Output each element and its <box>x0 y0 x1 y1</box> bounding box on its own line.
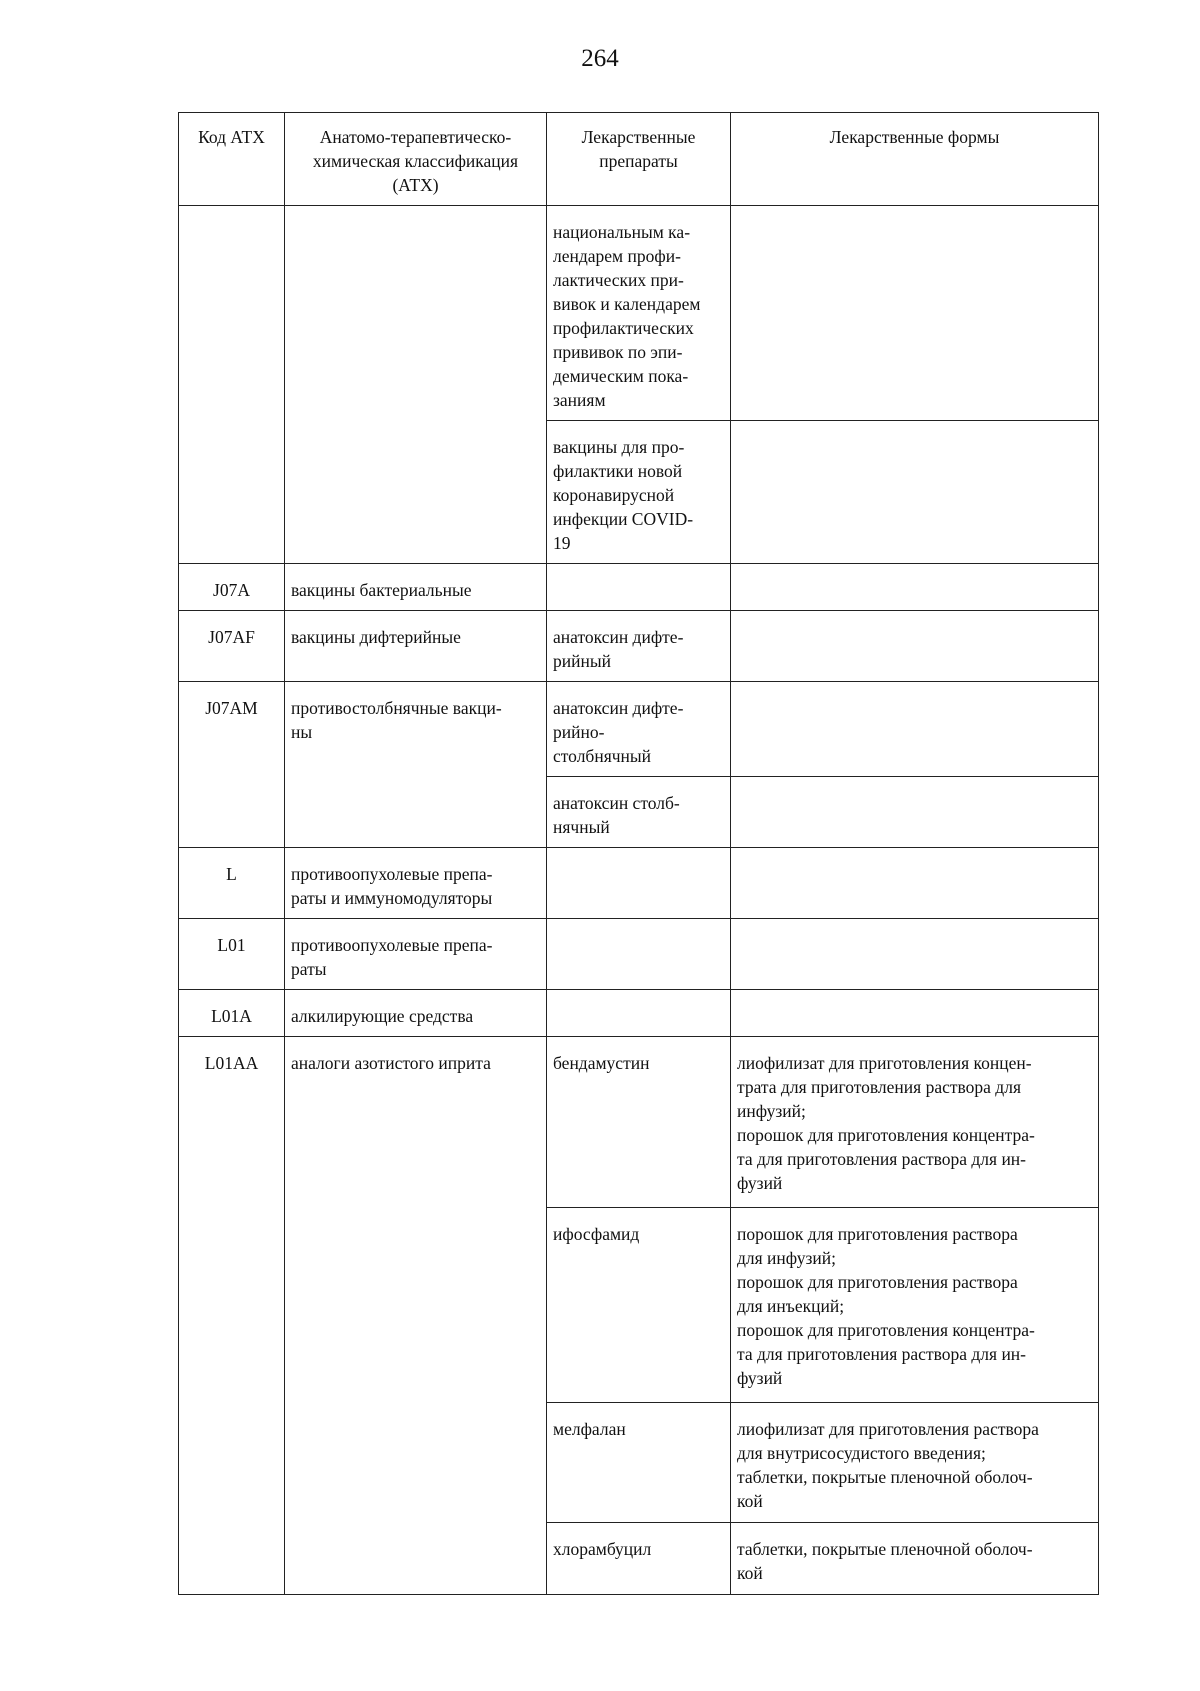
forms-line: таблетки, покрытые пленочной оболоч- <box>737 1539 1033 1559</box>
group-line: алкилирующие средства <box>291 1006 474 1026</box>
forms-line: лиофилизат для приготовления концен- <box>737 1053 1032 1073</box>
header-classification-line: Анатомо-терапевтическо- <box>319 127 512 147</box>
drug-line: профилактических <box>553 318 694 338</box>
forms-cell <box>731 564 1099 611</box>
drug-cell <box>547 421 731 564</box>
group-cell <box>285 564 547 611</box>
drug-line: хлорамбуцил <box>553 1539 652 1559</box>
table-row <box>179 611 1099 682</box>
group-line: ны <box>291 722 313 742</box>
forms-line: инфузий; <box>737 1101 806 1121</box>
drug-cell <box>547 564 731 611</box>
table-row <box>179 990 1099 1037</box>
drug-line: анатоксин столб- <box>553 793 680 813</box>
code-cell: J07AF <box>179 611 285 682</box>
drug-cell <box>547 1037 731 1208</box>
forms-line: порошок для приготовления раствора <box>737 1224 1018 1244</box>
forms-line: порошок для приготовления концентра- <box>737 1125 1035 1145</box>
drug-line: лендарем профи- <box>553 246 681 266</box>
forms-line: для внутрисосудистого введения; <box>737 1443 986 1463</box>
drug-cell <box>547 777 731 848</box>
forms-cell <box>731 1523 1099 1595</box>
forms-line: таблетки, покрытые пленочной оболоч- <box>737 1467 1033 1487</box>
drug-line: заниям <box>553 390 606 410</box>
drug-line: 19 <box>553 533 571 553</box>
drug-line: рийно- <box>553 722 605 742</box>
forms-cell <box>731 1037 1099 1208</box>
header-drugs-line: Лекарственные <box>581 127 696 147</box>
group-cell <box>285 848 547 919</box>
forms-cell <box>731 1208 1099 1403</box>
table-header-row <box>179 113 1099 206</box>
forms-cell <box>731 848 1099 919</box>
drug-line: вакцины для про- <box>553 437 685 457</box>
group-line: раты <box>291 959 327 979</box>
drug-cell <box>547 919 731 990</box>
page-number: 264 <box>581 45 619 72</box>
header-classification-line: (АТХ) <box>392 175 439 195</box>
header-forms: Лекарственные формы <box>731 113 1099 206</box>
code-cell: L <box>179 848 285 919</box>
group-cell <box>285 990 547 1037</box>
forms-cell <box>731 421 1099 564</box>
code-cell: L01A <box>179 990 285 1037</box>
group-cell <box>285 919 547 990</box>
code-cell <box>179 206 285 564</box>
forms-line: для инъекций; <box>737 1296 845 1316</box>
drug-line: ифосфамид <box>553 1224 640 1244</box>
group-cell <box>285 1037 547 1595</box>
drug-cell <box>547 1403 731 1523</box>
drug-cell <box>547 1208 731 1403</box>
forms-cell <box>731 611 1099 682</box>
table-row <box>179 206 1099 421</box>
forms-line: та для приготовления раствора для ин- <box>737 1149 1026 1169</box>
drug-cell <box>547 611 731 682</box>
drug-cell <box>547 848 731 919</box>
group-line: вакцины бактериальные <box>291 580 472 600</box>
code-cell: L01AA <box>179 1037 285 1595</box>
group-line: противоопухолевые препа- <box>291 864 493 884</box>
forms-cell <box>731 777 1099 848</box>
group-cell <box>285 682 547 848</box>
header-classification <box>285 113 547 206</box>
code-cell: L01 <box>179 919 285 990</box>
forms-line: фузий <box>737 1173 783 1193</box>
atc-drug-table <box>178 112 1099 1595</box>
drug-line: анатоксин дифте- <box>553 698 684 718</box>
drug-line: лактических при- <box>553 270 684 290</box>
forms-cell <box>731 682 1099 777</box>
drug-cell <box>547 990 731 1037</box>
group-line: противоопухолевые препа- <box>291 935 493 955</box>
table-row <box>179 564 1099 611</box>
forms-line: кой <box>737 1491 763 1511</box>
group-line: противостолбнячные вакци- <box>291 698 502 718</box>
drug-line: бендамустин <box>553 1053 650 1073</box>
drug-line: прививок по эпи- <box>553 342 683 362</box>
forms-line: трата для приготовления раствора для <box>737 1077 1021 1097</box>
forms-cell <box>731 206 1099 421</box>
forms-line: порошок для приготовления концентра- <box>737 1320 1035 1340</box>
header-code: Код АТХ <box>179 113 285 206</box>
code-cell: J07AM <box>179 682 285 848</box>
drug-line: инфекции COVID- <box>553 509 694 529</box>
header-drugs <box>547 113 731 206</box>
drug-cell <box>547 206 731 421</box>
drug-line: нячный <box>553 817 610 837</box>
forms-cell <box>731 919 1099 990</box>
drug-line: рийный <box>553 651 611 671</box>
forms-line: для инфузий; <box>737 1248 836 1268</box>
forms-cell <box>731 990 1099 1037</box>
forms-line: та для приготовления раствора для ин- <box>737 1344 1026 1364</box>
forms-line: фузий <box>737 1368 783 1388</box>
drug-cell <box>547 1523 731 1595</box>
table-row <box>179 1037 1099 1208</box>
code-cell: J07A <box>179 564 285 611</box>
drug-line: коронавирусной <box>553 485 675 505</box>
group-line: аналоги азотистого иприта <box>291 1053 491 1073</box>
drug-line: филактики новой <box>553 461 683 481</box>
group-line: вакцины дифтерийные <box>291 627 461 647</box>
group-cell <box>285 206 547 564</box>
drug-line: национальным ка- <box>553 222 691 242</box>
table-row <box>179 682 1099 777</box>
table-row <box>179 848 1099 919</box>
table-row <box>179 919 1099 990</box>
group-line: раты и иммуномодуляторы <box>291 888 493 908</box>
forms-line: порошок для приготовления раствора <box>737 1272 1018 1292</box>
forms-line: лиофилизат для приготовления раствора <box>737 1419 1039 1439</box>
drug-line: мелфалан <box>553 1419 626 1439</box>
forms-line: кой <box>737 1563 763 1583</box>
drug-line: демическим пока- <box>553 366 689 386</box>
drug-line: вивок и календарем <box>553 294 701 314</box>
forms-cell <box>731 1403 1099 1523</box>
header-classification-line: химическая классификация <box>312 151 519 171</box>
drug-line: анатоксин дифте- <box>553 627 684 647</box>
group-cell <box>285 611 547 682</box>
drug-cell <box>547 682 731 777</box>
header-drugs-line: препараты <box>599 151 678 171</box>
drug-line: столбнячный <box>553 746 652 766</box>
